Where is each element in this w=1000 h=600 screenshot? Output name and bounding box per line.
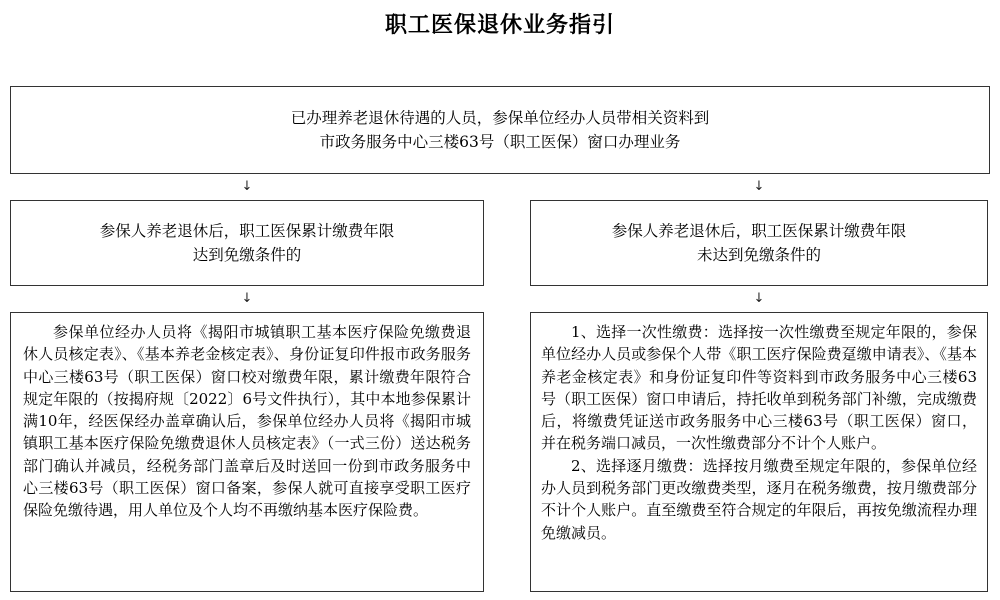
eligible-heading-line-2: 达到免缴条件的	[192, 246, 302, 264]
page-title: 职工医保退休业务指引	[384, 12, 615, 38]
ineligible-heading-line-1: 参保人养老退休后，职工医保累计缴费年限	[611, 222, 907, 240]
arrow-down-icon: ↓	[241, 291, 253, 306]
arrow-down-icon: ↓	[241, 179, 253, 194]
ineligible-procedure-box	[530, 312, 988, 592]
ineligible-heading-line-2: 未达到免缴条件的	[696, 246, 821, 264]
arrow-down-icon: ↓	[753, 179, 765, 194]
eligible-condition-box	[10, 200, 484, 286]
eligible-heading-line-1: 参保人养老退休后，职工医保累计缴费年限	[99, 222, 395, 240]
intro-box	[10, 86, 990, 174]
ineligible-condition-box	[530, 200, 988, 286]
intro-line-1: 已办理养老退休待遇的人员，参保单位经办人员带相关资料到	[290, 109, 710, 127]
eligible-procedure-box	[10, 312, 484, 592]
lump-sum-option-text: 1、选择一次性缴费：选择按一次性缴费至规定年限的，参保单位经办人员或参保个人带《职工医疗保险费趸缴申请表》、《基本养老金核定表》和身份证复印件等资料到市政务服务中心三楼63号（职工医保）窗口申请后，持托收单到税务部门补缴，完成缴费后，将缴费凭证送市政务服务中心三楼63号（职工医保）窗口，并在税务端口减员，一次性缴费部分不计个人账户。	[541, 323, 977, 453]
eligible-procedure-text: 参保单位经办人员将《揭阳市城镇职工基本医疗保险免缴费退休人员核定表》、《基本养老金核定表》、身份证复印件报市政务服务中心三楼63号（职工医保）窗口校对缴费年限，累计缴费年限符合规定年限的（按揭府规〔2022〕6号文件执行），其中本地参保累计满10年，经医保经办盖章确认后，参保单位经办人员将《揭阳市城镇职工基本医疗保险免缴费退休人员核定表》（一式三份）送达税务部门确认并减员，经税务部门盖章后及时送回一份到市政务服务中心三楼63号（职工医保）窗口备案，参保人就可直接享受职工医疗保险免缴待遇，用人单位及个人均不再缴纳基本医疗保险费。	[23, 323, 471, 520]
arrow-down-icon: ↓	[753, 291, 765, 306]
monthly-option-text: 2、选择逐月缴费：选择按月缴费至规定年限的，参保单位经办人员到税务部门更改缴费类型，逐月在税务缴费，按月缴费部分不计个人账户。直至缴费至符合规定的年限后，再按免缴流程办理免缴减员。	[541, 456, 977, 542]
intro-line-2: 市政务服务中心三楼63号（职工医保）窗口办理业务	[319, 133, 681, 151]
